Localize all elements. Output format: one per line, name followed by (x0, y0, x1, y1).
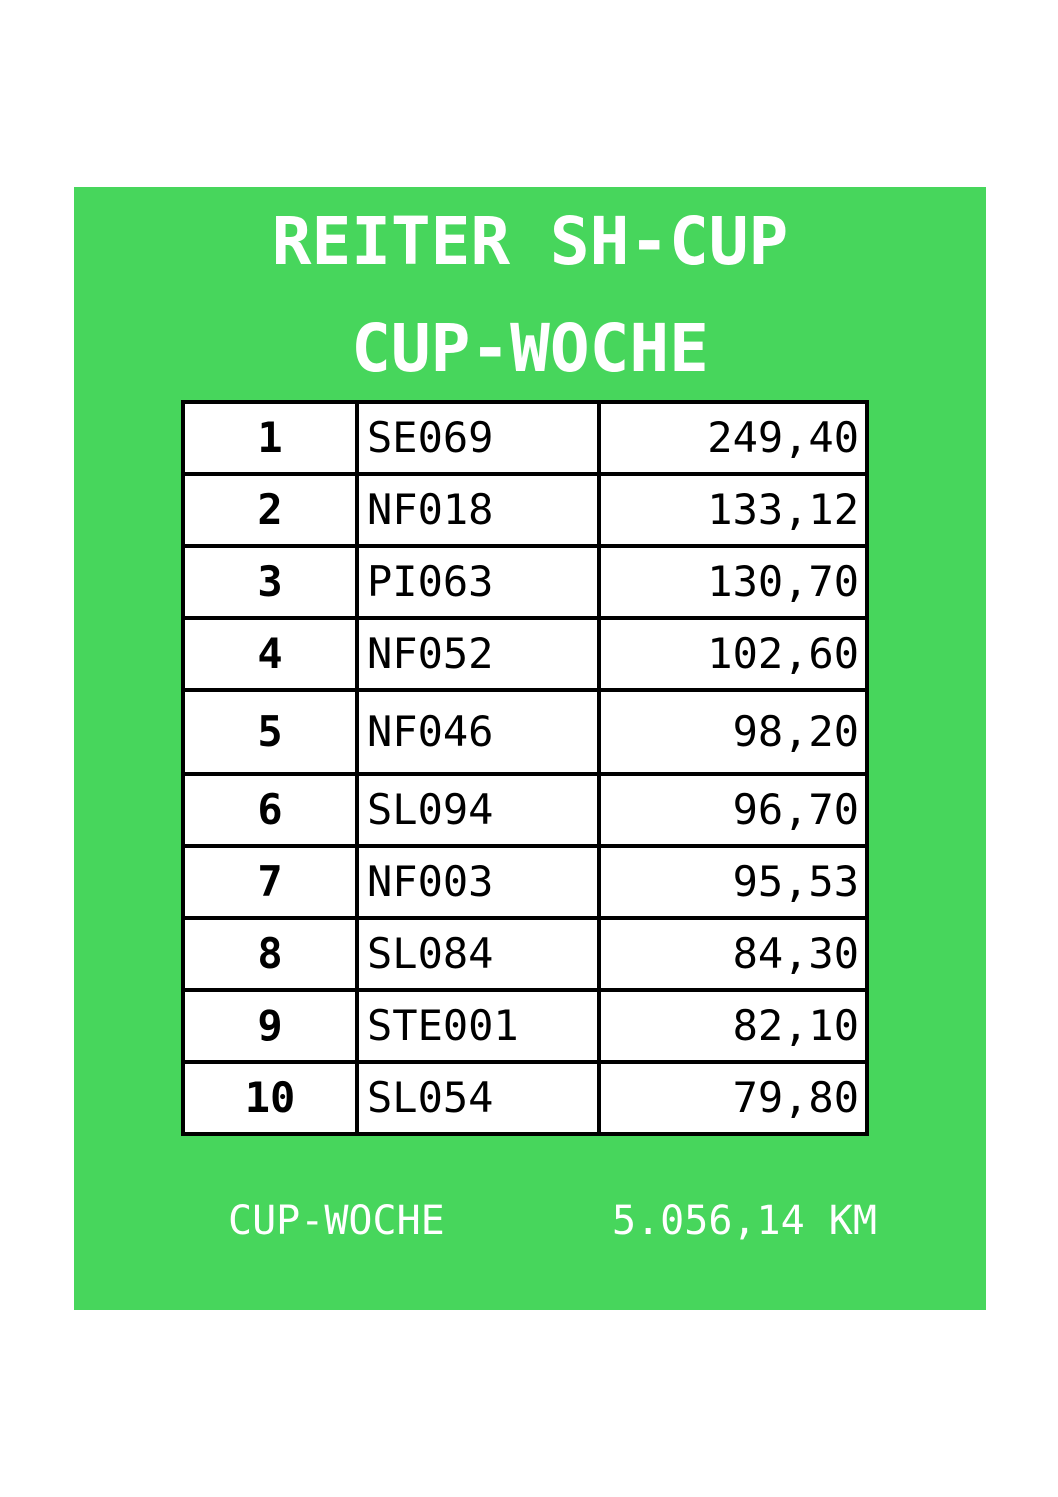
table-row (183, 846, 867, 918)
cup-panel (74, 187, 986, 1310)
code-cell: NF046 (357, 690, 599, 774)
rank-cell: 7 (183, 846, 357, 918)
table-row (183, 402, 867, 474)
rank-cell: 3 (183, 546, 357, 618)
score-cell: 96,70 (599, 774, 867, 846)
rank-cell: 10 (183, 1062, 357, 1134)
footer-total: 5.056,14 KM (612, 1198, 877, 1244)
score-cell: 98,20 (599, 690, 867, 774)
score-cell: 102,60 (599, 618, 867, 690)
score-cell: 95,53 (599, 846, 867, 918)
score-cell: 79,80 (599, 1062, 867, 1134)
page-title: REITER SH-CUP (271, 203, 789, 280)
table-row (183, 618, 867, 690)
ranking-table (181, 400, 869, 1136)
table-row (183, 474, 867, 546)
score-cell: 130,70 (599, 546, 867, 618)
footer-label: CUP-WOCHE (228, 1198, 445, 1244)
rank-cell: 1 (183, 402, 357, 474)
table-row (183, 1062, 867, 1134)
table-row (183, 546, 867, 618)
code-cell: NF003 (357, 846, 599, 918)
table-row (183, 918, 867, 990)
table-row (183, 990, 867, 1062)
rank-cell: 5 (183, 690, 357, 774)
code-cell: SE069 (357, 402, 599, 474)
code-cell: NF018 (357, 474, 599, 546)
code-cell: SL094 (357, 774, 599, 846)
code-cell: SL084 (357, 918, 599, 990)
code-cell: NF052 (357, 618, 599, 690)
table-row (183, 774, 867, 846)
rank-cell: 2 (183, 474, 357, 546)
code-cell: PI063 (357, 546, 599, 618)
score-cell: 84,30 (599, 918, 867, 990)
rank-cell: 9 (183, 990, 357, 1062)
page-subtitle: CUP-WOCHE (351, 310, 709, 387)
rank-cell: 6 (183, 774, 357, 846)
score-cell: 133,12 (599, 474, 867, 546)
score-cell: 82,10 (599, 990, 867, 1062)
rank-cell: 8 (183, 918, 357, 990)
code-cell: STE001 (357, 990, 599, 1062)
rank-cell: 4 (183, 618, 357, 690)
table-row (183, 690, 867, 774)
code-cell: SL054 (357, 1062, 599, 1134)
score-cell: 249,40 (599, 402, 867, 474)
